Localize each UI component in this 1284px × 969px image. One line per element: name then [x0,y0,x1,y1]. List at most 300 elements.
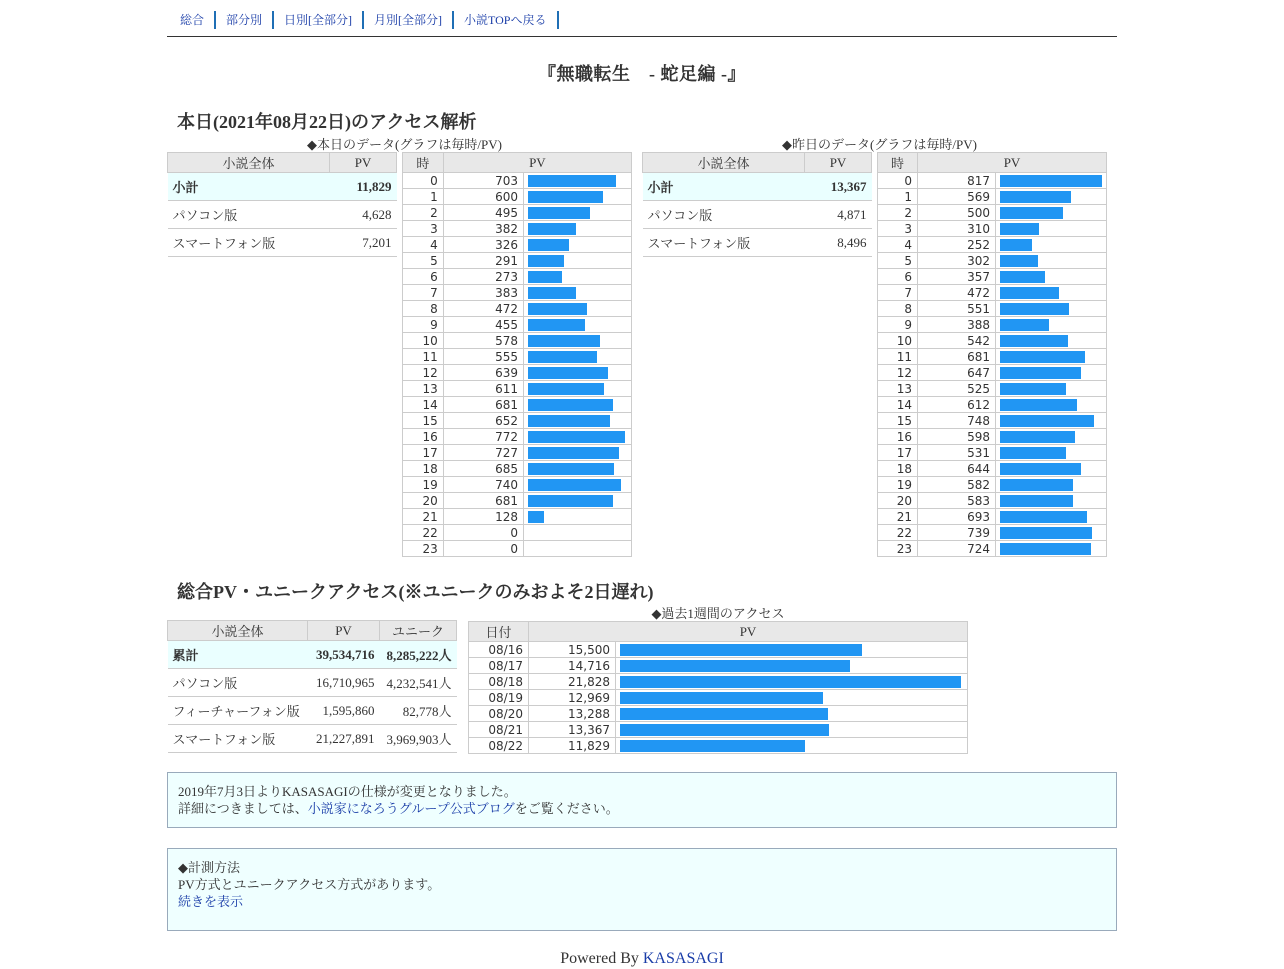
hour-cell: 6 [403,269,444,285]
week-pv-bar [620,644,862,656]
hour-bar-cell [995,413,1106,429]
hourly-row [403,285,632,301]
method-title: ◆計測方法 [178,860,240,875]
total-summary-table [167,620,457,753]
hour-bar-cell [995,189,1106,205]
hourly-row [878,221,1107,237]
week-pv: 21,828 [529,674,616,690]
hour-bar-cell [995,333,1106,349]
hour-cell: 2 [878,205,918,221]
hour-pv-cell: 644 [918,461,996,477]
hour-pv-cell: 357 [918,269,996,285]
hourly-row [878,541,1107,557]
hour-pv-cell: 578 [443,333,523,349]
page-wrapper [167,0,1117,967]
summary-value: 7,201 [330,229,397,257]
hourly-row [878,173,1107,189]
hour-bar-cell [524,397,632,413]
today-caption: ◆本日のデータ(グラフは毎時/PV) [307,137,502,152]
hour-cell: 14 [403,397,444,413]
hour-cell: 15 [878,413,918,429]
pv-bar [528,287,576,299]
hour-cell: 5 [878,253,918,269]
hour-bar-cell [524,445,632,461]
hour-bar-cell [995,301,1106,317]
week-caption: ◆過去1週間のアクセス [651,606,785,621]
hour-cell: 20 [878,493,918,509]
hour-cell: 18 [403,461,444,477]
hour-bar-cell [995,445,1106,461]
pv-bar [528,319,585,331]
hour-bar-cell [995,493,1106,509]
hourly-row [878,413,1107,429]
hourly-row [403,429,632,445]
hourly-row [878,397,1107,413]
hour-pv-cell: 693 [918,509,996,525]
hour-bar-cell [995,253,1106,269]
hourly-row [878,301,1107,317]
hour-pv-cell: 611 [443,381,523,397]
hourly-row [878,189,1107,205]
hour-pv-cell: 681 [918,349,996,365]
pv-bar [1000,383,1066,395]
pv-bar [1000,175,1102,187]
week-bar-cell [616,690,968,706]
summary-row [643,173,872,201]
hour-bar-cell [995,269,1106,285]
hour-cell: 22 [403,525,444,541]
hour-bar-cell [524,365,632,381]
hour-bar-cell [524,317,632,333]
hour-cell: 0 [403,173,444,189]
hour-bar-cell [995,205,1106,221]
pv-bar [1000,207,1063,219]
hourly-row [403,301,632,317]
pv-bar [528,191,603,203]
pv-bar [1000,431,1075,443]
hour-bar-cell [524,429,632,445]
hour-bar-cell [995,509,1106,525]
hour-cell: 8 [403,301,444,317]
col-header-novel: 小説全体 [643,153,805,173]
week-pv-bar [620,660,850,672]
hour-bar-cell [995,525,1106,541]
hour-cell: 11 [403,349,444,365]
hour-cell: 7 [878,285,918,301]
pv-bar [528,447,619,459]
show-more-link[interactable]: 続きを表示 [178,894,244,909]
col-header-novel: 小説全体 [168,153,330,173]
hour-pv-cell: 455 [443,317,523,333]
pv-bar [1000,223,1039,235]
official-blog-link[interactable]: 小説家になろうグループ公式ブログ [307,801,515,816]
hourly-row [403,189,632,205]
hourly-row [878,269,1107,285]
footer-prefix: Powered By [560,950,643,967]
hour-cell: 13 [878,381,918,397]
week-row [469,706,968,722]
hour-cell: 0 [878,173,918,189]
week-bar-cell [616,674,968,690]
hourly-row [403,477,632,493]
pv-bar [1000,191,1071,203]
week-date: 08/16 [469,642,529,658]
hour-pv-cell: 772 [443,429,523,445]
hour-pv-cell: 724 [918,541,996,557]
hourly-row [403,509,632,525]
week-pv: 13,367 [529,722,616,738]
hour-bar-cell [524,349,632,365]
hour-pv-cell: 128 [443,509,523,525]
today-heading: 本日(2021年08月22日)のアクセス解析 [177,112,477,132]
hourly-row [403,525,632,541]
hourly-row [403,397,632,413]
hourly-row [878,509,1107,525]
week-row [469,674,968,690]
pv-bar [528,351,597,363]
hour-cell: 22 [878,525,918,541]
hour-cell: 19 [403,477,444,493]
pv-bar [528,383,604,395]
hour-pv-cell: 383 [443,285,523,301]
pv-bar [528,335,600,347]
hour-cell: 8 [878,301,918,317]
hour-bar-cell [524,509,632,525]
hourly-row [878,285,1107,301]
hour-bar-cell [524,189,632,205]
hour-pv-cell: 703 [443,173,523,189]
week-date: 08/20 [469,706,529,722]
hour-pv-cell: 326 [443,237,523,253]
week-pv-bar [620,692,823,704]
hourly-row [403,349,632,365]
hour-bar-cell [995,477,1106,493]
hour-bar-cell [524,205,632,221]
hour-cell: 23 [403,541,444,557]
summary-value: 8,496 [805,229,872,257]
pv-bar [528,255,564,267]
hour-cell: 4 [403,237,444,253]
hour-pv-cell: 472 [443,301,523,317]
today-summary-table [167,152,397,257]
hour-bar-cell [524,173,632,189]
hourly-row [403,493,632,509]
hour-pv-cell: 0 [443,541,523,557]
hour-pv-cell: 495 [443,205,523,221]
total-unique: 4,232,541人 [380,669,457,697]
week-row [469,722,968,738]
col-header-unique: ユニーク [380,621,457,641]
hour-pv-cell: 817 [918,173,996,189]
summary-label: パソコン版 [168,201,330,229]
hour-pv-cell: 302 [918,253,996,269]
total-pv: 16,710,965 [308,669,380,697]
summary-value: 4,871 [805,201,872,229]
total-row [168,725,457,753]
hourly-row [878,525,1107,541]
hour-pv-cell: 739 [918,525,996,541]
total-label: パソコン版 [168,669,308,697]
week-bar-cell [616,658,968,674]
hourly-row [403,381,632,397]
hour-bar-cell [995,429,1106,445]
total-row [168,641,457,669]
week-pv: 14,716 [529,658,616,674]
hour-cell: 11 [878,349,918,365]
nav-link-overall[interactable]: 総合 [170,11,216,29]
total-pv: 39,534,716 [308,641,380,669]
pv-bar [1000,287,1059,299]
hour-bar-cell [995,349,1106,365]
hour-bar-cell [995,397,1106,413]
pv-bar [528,239,569,251]
notice-line2-pre: 詳細につきましては、 [178,801,308,816]
week-pv: 11,829 [529,738,616,754]
hourly-row [403,445,632,461]
hourly-row [878,365,1107,381]
pv-bar [1000,303,1069,315]
hour-pv-cell: 500 [918,205,996,221]
hour-cell: 15 [403,413,444,429]
hour-pv-cell: 647 [918,365,996,381]
hour-bar-cell [524,237,632,253]
week-pv: 12,969 [529,690,616,706]
hour-bar-cell [995,317,1106,333]
hourly-row [878,333,1107,349]
pv-bar [528,399,613,411]
hour-bar-cell [995,221,1106,237]
hour-cell: 17 [403,445,444,461]
hourly-row [878,445,1107,461]
hourly-row [403,365,632,381]
pv-bar [1000,319,1049,331]
method-text: PV方式とユニークアクセス方式があります。 [178,877,441,892]
summary-label: スマートフォン版 [643,229,805,257]
hour-cell: 20 [403,493,444,509]
col-header-novel: 小説全体 [168,621,308,641]
hour-cell: 17 [878,445,918,461]
hour-pv-cell: 740 [443,477,523,493]
pv-bar [528,495,613,507]
hourly-row [403,253,632,269]
notice-line1: 2019年7月3日よりKASASAGIの仕様が変更となりました。 [178,784,517,799]
week-table [468,621,968,754]
hour-bar-cell [995,461,1106,477]
pv-bar [1000,335,1068,347]
hour-cell: 23 [878,541,918,557]
col-header-hour: 時 [403,153,444,173]
col-header-date: 日付 [469,622,529,642]
summary-label: 小計 [168,173,330,201]
pv-bar [1000,527,1092,539]
hour-cell: 7 [403,285,444,301]
hour-pv-cell: 388 [918,317,996,333]
pv-bar [528,223,576,235]
hour-pv-cell: 652 [443,413,523,429]
pv-bar [1000,543,1091,555]
week-date: 08/18 [469,674,529,690]
hour-pv-cell: 639 [443,365,523,381]
hour-pv-cell: 598 [918,429,996,445]
hour-cell: 21 [403,509,444,525]
hourly-row [878,493,1107,509]
total-unique: 82,778人 [380,697,457,725]
total-heading: 総合PV・ユニークアクセス(※ユニークのみおよそ2日遅れ) [177,582,654,602]
hour-bar-cell [524,493,632,509]
hour-pv-cell: 472 [918,285,996,301]
week-pv: 15,500 [529,642,616,658]
hour-bar-cell [524,221,632,237]
hour-bar-cell [995,365,1106,381]
nav-link-by-part[interactable]: 部分別 [216,11,274,29]
hourly-row [403,541,632,557]
hour-bar-cell [524,301,632,317]
hour-bar-cell [995,237,1106,253]
week-pv: 13,288 [529,706,616,722]
yesterday-summary-table [642,152,872,257]
summary-label: スマートフォン版 [168,229,330,257]
pv-bar [1000,271,1045,283]
week-pv-bar [620,724,829,736]
hour-cell: 4 [878,237,918,253]
pv-bar [1000,351,1085,363]
hour-pv-cell: 555 [443,349,523,365]
hour-cell: 2 [403,205,444,221]
hour-cell: 12 [878,365,918,381]
pv-bar [1000,415,1094,427]
hour-pv-cell: 0 [443,525,523,541]
today-hourly-table [402,152,632,557]
nav-link-daily[interactable]: 日別[全部分] [274,11,364,29]
hour-pv-cell: 612 [918,397,996,413]
hour-bar-cell [524,525,632,541]
pv-bar [528,303,587,315]
week-date: 08/17 [469,658,529,674]
hour-pv-cell: 569 [918,189,996,205]
total-unique: 8,285,222人 [380,641,457,669]
week-pv-bar [620,708,828,720]
hourly-row [403,413,632,429]
kasasagi-link[interactable]: KASASAGI [642,950,724,967]
hour-cell: 16 [403,429,444,445]
hourly-row [403,237,632,253]
hourly-row [403,269,632,285]
hourly-row [878,429,1107,445]
notice-line2-post: をご覧ください。 [514,801,619,816]
hour-pv-cell: 582 [918,477,996,493]
hourly-row [878,253,1107,269]
total-label: フィーチャーフォン版 [168,697,308,725]
hour-bar-cell [995,381,1106,397]
week-bar-cell [616,738,968,754]
nav-link-monthly[interactable]: 月別[全部分] [364,11,454,29]
hourly-row [878,381,1107,397]
hour-bar-cell [524,413,632,429]
total-label: 累計 [168,641,308,669]
pv-bar [528,479,621,491]
hourly-row [878,237,1107,253]
week-row [469,658,968,674]
week-date: 08/22 [469,738,529,754]
hour-cell: 3 [403,221,444,237]
pv-bar [1000,463,1081,475]
novel-title: 『無職転生 - 蛇足編 -』 [538,64,746,84]
hourly-row [403,173,632,189]
total-unique: 3,969,903人 [380,725,457,753]
nav-link-novel-top[interactable]: 小説TOPへ戻る [454,11,558,29]
notice-line2 [178,800,1106,817]
top-nav [167,0,1117,37]
hour-bar-cell [524,285,632,301]
summary-row [643,229,872,257]
notice-box [167,772,1117,828]
hour-cell: 21 [878,509,918,525]
hour-pv-cell: 252 [918,237,996,253]
hour-cell: 1 [403,189,444,205]
hour-bar-cell [524,333,632,349]
pv-bar [1000,479,1073,491]
hourly-row [403,205,632,221]
hourly-row [403,333,632,349]
col-header-pv: PV [443,153,631,173]
total-label: スマートフォン版 [168,725,308,753]
pv-bar [1000,239,1032,251]
pv-bar [1000,367,1081,379]
week-bar-cell [616,722,968,738]
hour-cell: 12 [403,365,444,381]
hour-bar-cell [524,477,632,493]
hour-pv-cell: 748 [918,413,996,429]
hour-bar-cell [995,285,1106,301]
total-pv: 1,595,860 [308,697,380,725]
summary-row [643,201,872,229]
week-pv-bar [620,676,961,688]
hour-pv-cell: 525 [918,381,996,397]
hourly-row [878,317,1107,333]
total-pv: 21,227,891 [308,725,380,753]
pv-bar [1000,255,1038,267]
pv-bar [528,463,614,475]
yesterday-hourly-table [877,152,1107,557]
hour-cell: 16 [878,429,918,445]
hourly-row [403,221,632,237]
hourly-row [878,349,1107,365]
hour-bar-cell [524,461,632,477]
hour-pv-cell: 273 [443,269,523,285]
pv-bar [1000,447,1066,459]
hour-pv-cell: 681 [443,397,523,413]
hour-pv-cell: 382 [443,221,523,237]
week-bar-cell [616,642,968,658]
summary-row [168,229,397,257]
hour-bar-cell [995,173,1106,189]
week-bar-cell [616,706,968,722]
hour-cell: 9 [403,317,444,333]
hour-cell: 1 [878,189,918,205]
hour-cell: 6 [878,269,918,285]
hour-pv-cell: 681 [443,493,523,509]
hour-cell: 18 [878,461,918,477]
total-row [168,697,457,725]
total-row [168,669,457,697]
col-header-hour: 時 [878,153,918,173]
hourly-row [878,461,1107,477]
hour-bar-cell [524,253,632,269]
method-box [167,848,1117,931]
hourly-row [878,205,1107,221]
hour-pv-cell: 551 [918,301,996,317]
pv-bar [1000,399,1077,411]
